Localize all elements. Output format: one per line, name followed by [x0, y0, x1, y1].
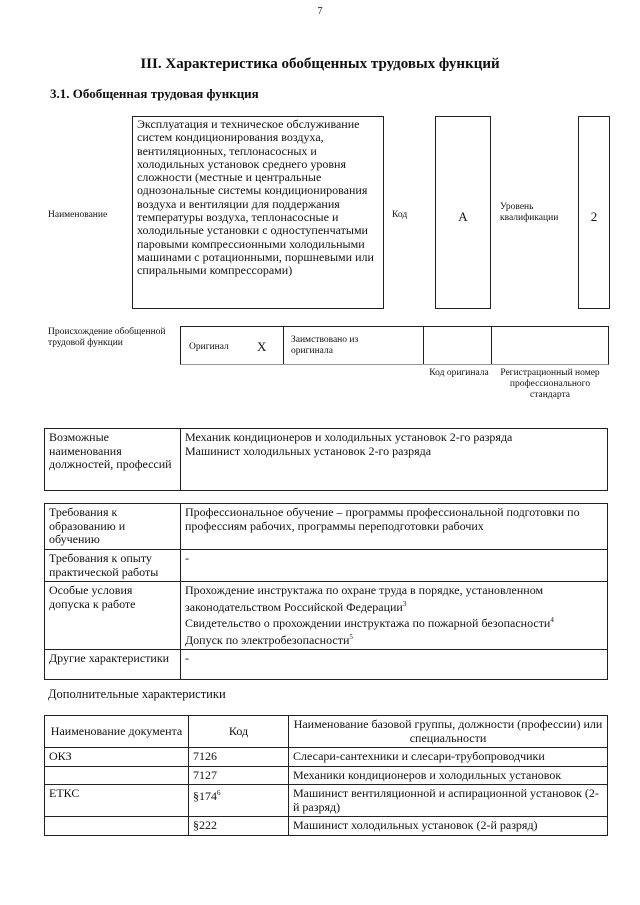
footnote-ref: 3	[402, 599, 407, 608]
code-text: §222	[193, 818, 217, 832]
experience-value: -	[181, 550, 608, 582]
requirements-table	[44, 503, 608, 680]
cell-name: Машинист холодильных установок (2-й разряд)	[289, 817, 608, 836]
position-item: Машинист холодильных установок 2-го разряда	[185, 443, 432, 458]
cell-code	[189, 785, 289, 817]
code-text: 7126	[193, 749, 217, 763]
origin-box	[180, 326, 609, 365]
cell-doc	[45, 817, 189, 836]
table-row	[45, 817, 608, 836]
origin-reg-caption: Регистрационный номер профессионального стандарта	[500, 368, 600, 400]
condition-item: Свидетельство о прохождении инструктажа по пожарной безопасности	[185, 616, 551, 630]
code-text: 7127	[193, 767, 217, 782]
cell-code	[189, 766, 289, 785]
footnote-ref: 6	[217, 789, 221, 797]
otf-level-value: 2	[590, 209, 598, 224]
additional-table	[44, 715, 608, 836]
otf-code-label: Код	[392, 210, 408, 220]
condition-item: Допуск по электробезопасности	[185, 632, 350, 647]
otf-level-box	[578, 116, 610, 309]
origin-original-mark: X	[257, 339, 267, 354]
table-row	[45, 748, 608, 767]
col-header-code: Код	[189, 716, 289, 748]
positions-table	[44, 428, 608, 491]
origin-borrowed-label: Заимствовано из оригинала	[291, 335, 359, 356]
education-value: Профессиональное обучение – программы профессиональной подготовки по профессиям рабочих, программы переподготовки рабочих	[181, 504, 608, 550]
col-header-document: Наименование документа	[45, 716, 189, 748]
other-value: -	[181, 650, 608, 680]
cell-name: Слесари-сантехники и слесари-трубопроводчики	[289, 748, 608, 767]
conditions-value	[181, 582, 608, 650]
origin-code-caption: Код оригинала	[429, 368, 489, 378]
origin-label: Происхождение обобщенной трудовой функции	[48, 327, 166, 348]
additional-heading: Дополнительные характеристики	[48, 687, 226, 701]
otf-level-label: Уровень квалификации	[500, 202, 559, 223]
cell-code	[189, 817, 289, 836]
experience-label: Требования к опыту практической работы	[45, 550, 181, 582]
cell-name: Механики кондиционеров и холодильных установок	[289, 766, 608, 785]
education-label: Требования к образованию и обучению	[45, 504, 181, 550]
conditions-label: Особые условия допуска к работе	[45, 582, 181, 650]
footnote-ref: 5	[349, 632, 353, 641]
table-row	[45, 785, 608, 817]
otf-name-label: Наименование	[48, 210, 108, 220]
table-row	[45, 766, 608, 785]
cell-name: Машинист вентиляционной и аспирационной установок (2-й разряд)	[289, 785, 608, 817]
condition-item: Прохождение инструктажа по охране труда в порядке, установленном законодательством Российской Федерации	[185, 583, 544, 614]
positions-label: Возможные наименования должностей, профессий	[45, 429, 181, 491]
cell-code	[189, 748, 289, 767]
page-number: 7	[317, 6, 323, 17]
col-header-name: Наименование базовой группы, должности (профессии) или специальности	[289, 716, 608, 748]
code-text: §174	[193, 789, 217, 803]
cell-doc: ОКЗ	[45, 748, 189, 767]
cell-doc: ЕТКС	[45, 785, 189, 817]
origin-original-label: Оригинал	[189, 342, 229, 352]
section-title: III. Характеристика обобщенных трудовых функций	[140, 56, 500, 72]
position-item: Механик кондиционеров и холодильных установок 2-го разряда	[185, 430, 513, 444]
other-label: Другие характеристики	[45, 650, 181, 680]
positions-value	[181, 429, 608, 491]
subsection-title: 3.1. Обобщенная трудовая функция	[50, 86, 259, 101]
otf-code-value: A	[458, 209, 468, 224]
cell-doc	[45, 766, 189, 785]
otf-name-value: Эксплуатация и техническое обслуживание систем кондиционирования воздуха, вентиляционных, теплонасосных и холодильных установок среднего уровня сложности (местные и центральные однозональные системы кондиционирования воздуха и вентиляции для поддержания температуры воздуха, теплонасосные и холодильные установки с одноступенчатыми паровыми компрессионными холодильными машинами с ротационными, поршневыми или спиральными компрессорами)	[132, 116, 384, 309]
footnote-ref: 4	[550, 616, 554, 624]
otf-code-box	[435, 116, 491, 309]
